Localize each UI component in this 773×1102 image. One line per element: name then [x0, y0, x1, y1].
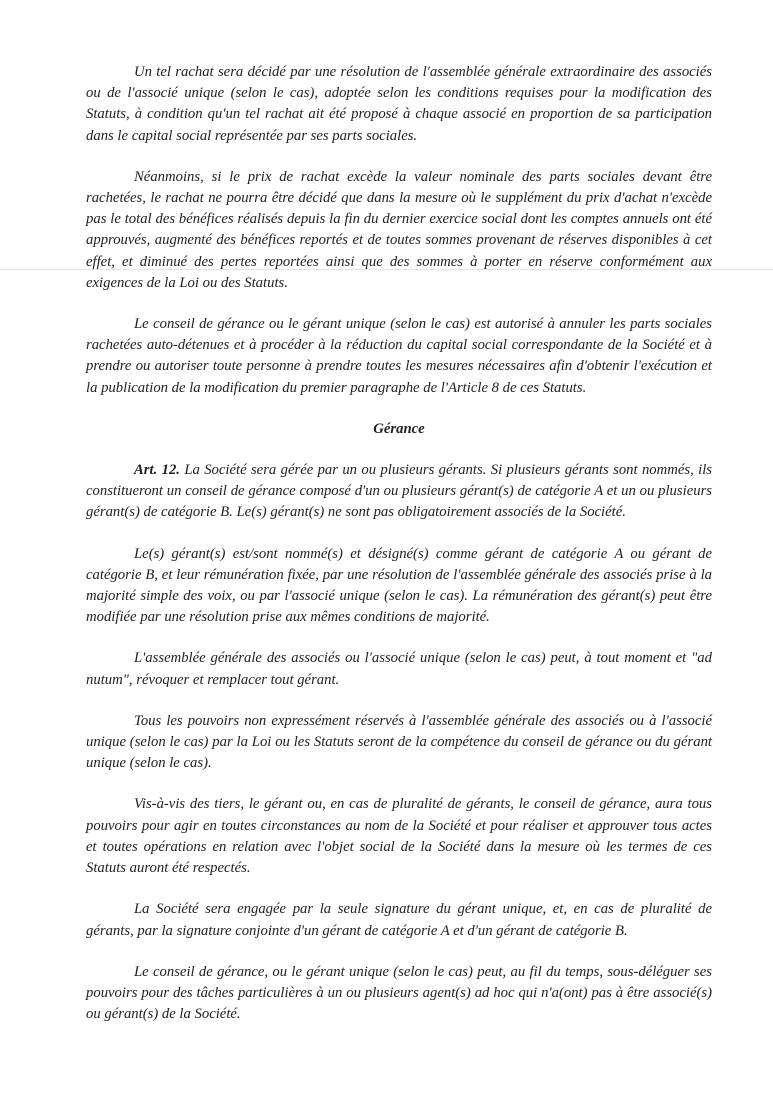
- article-12-text: La Société sera gérée par un ou plusieurs gérants. Si plusieurs gérants sont nommés, ils constitueront un conseil de gérance composé d'un ou plusieurs gérant(s) de catégorie A et un ou plusieurs gérant(s) de catégorie B. Le(s) gérant(s) ne sont pas obligatoirement associés de la Société.: [86, 462, 713, 521]
- paragraph-tiers: Vis-à-vis des tiers, le gérant ou, en cas de pluralité de gérants, le conseil de gérance, aura tous pouvoirs pour agir en toutes circonstances au nom de la Société et pour réaliser et approuver tous actes et toutes opérations en relation avec l'objet social de la Société dans la mesure où les termes de ces Statuts auront été respectés.: [86, 796, 712, 877]
- paragraph-article-12: [86, 460, 712, 524]
- paragraph-rachat-prix: Néanmoins, si le prix de rachat excède la valeur nominale des parts sociales devant être rachetées, le rachat ne pourra être décidé que dans la mesure où le supplément du prix d'achat n'excède pas le total des bénéfices réalisés depuis la fin du dernier exercice social dont les comptes annuels ont été approuvés, augmenté des bénéfices reportés et de toutes sommes provenant de réserves disponibles à cet effet, et diminué des pertes reportées ainsi que des sommes à porter en réserve conformément aux exigences de la Loi ou des Statuts.: [86, 168, 712, 291]
- paragraph-signature: La Société sera engagée par la seule signature du gérant unique, et, en cas de pluralité de gérants, par la signature conjointe d'un gérant de catégorie A et d'un gérant de catégorie B.: [86, 901, 712, 939]
- section-heading: Gérance: [373, 420, 425, 437]
- paragraph-rachat-decision: Un tel rachat sera décidé par une résolution de l'assemblée générale extraordinaire des associés ou de l'associé unique (selon le cas), adoptée selon les conditions requises pour la modification des Statuts, à condition qu'un tel rachat ait été proposé à chaque associé en proportion de sa participation dans le capital social représentée par ses parts sociales.: [86, 64, 712, 144]
- document-body: [86, 62, 712, 1045]
- article-number: Art. 12.: [134, 462, 180, 479]
- paragraph-revocation: L'assemblée générale des associés ou l'associé unique (selon le cas) peut, à tout moment et "ad nutum", révoquer et remplacer tout gérant.: [86, 650, 712, 688]
- paragraph-pouvoirs: Tous les pouvoirs non expressément réservés à l'assemblée générale des associés ou à l'associé unique (selon le cas) par la Loi ou les Statuts seront de la compétence du conseil de gérance ou du gérant unique (selon le cas).: [86, 712, 712, 772]
- paragraph-annulation-parts: Le conseil de gérance ou le gérant unique (selon le cas) est autorisé à annuler les parts sociales rachetées auto-détenues et à procéder à la réduction du capital social correspondante de la Société et à prendre ou autoriser toute personne à prendre toutes les mesures nécessaires afin d'obtenir l'exécution et la publication de la modification du premier paragraphe de l'Article 8 de ces Statuts.: [86, 316, 712, 396]
- paragraph-sous-delegation: Le conseil de gérance, ou le gérant unique (selon le cas) peut, au fil du temps, sous-déléguer ses pouvoirs pour des tâches particulières à un ou plusieurs agent(s) ad hoc qui n'a(ont) pas à être associé(s) ou gérant(s) de la Société.: [86, 963, 712, 1023]
- paragraph-nomination-gerants: Le(s) gérant(s) est/sont nommé(s) et désigné(s) comme gérant de catégorie A ou gérant de catégorie B, et leur rémunération fixée, par une résolution de l'assemblée générale des associés prise à la majorité simple des voix, ou par l'associé unique (selon le cas). La rémunération des gérant(s) peut être modifiée par une résolution prise aux mêmes conditions de majorité.: [86, 545, 712, 626]
